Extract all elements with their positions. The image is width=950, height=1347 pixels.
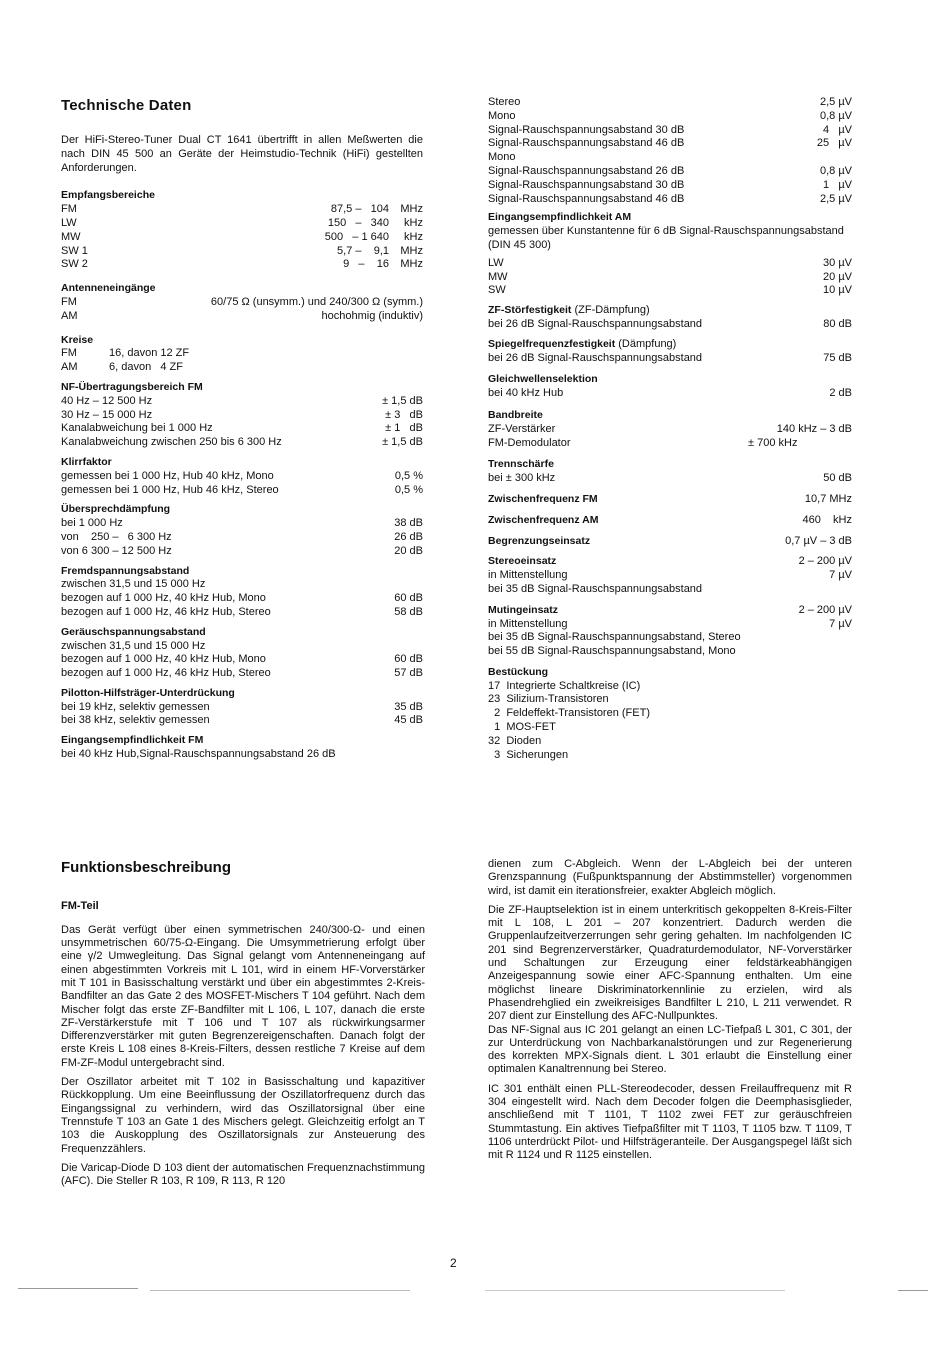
table-row: Mutingeinsatz 2 – 200 µV	[488, 603, 852, 616]
table-row: Signal-Rauschspannungsabstand 46 dB 2,5 µV	[488, 192, 852, 205]
table-row: SW 1 5,7 – 9,1 MHz	[61, 244, 423, 257]
heading-klirrfaktor: Klirrfaktor	[61, 455, 112, 468]
heading-trennschaerfe: Trennschärfe	[488, 458, 554, 471]
funktionsbeschreibung-column-left	[61, 858, 425, 1188]
table-row: bezogen auf 1 000 Hz, 40 kHz Hub, Mono 60 dB	[61, 653, 423, 666]
table-row: 40 Hz – 12 500 Hz ± 1,5 dB	[61, 394, 423, 407]
heading-antenneneingaenge: Antenneneingänge	[61, 282, 156, 295]
spec-subline: bei 55 dB Signal-Rauschspannungsabstand, Mono	[488, 645, 736, 658]
heading-kreise: Kreise	[61, 333, 94, 346]
table-row: AM hochohmig (induktiv)	[61, 309, 423, 322]
table-row: in Mittenstellung 7 µV	[488, 617, 852, 630]
subheading-fm-teil: FM-Teil	[61, 900, 99, 912]
paragraph: Die Varicap-Diode D 103 dient der automatischen Frequenznachstimmung (AFC). Die Steller R 103, R 109, R 113, R 120	[61, 1161, 425, 1188]
table-row: bei 26 dB Signal-Rauschspannungsabstand 75 dB	[488, 351, 852, 364]
table-row: SW 2 9 – 16 MHz	[61, 258, 423, 271]
paragraph: Der Oszillator arbeitet mit T 102 in Basisschaltung und kapazitiver Rückkopplung. Um eine Beeinflussung der Oszillatorfrequenz durch das Eingangssignal zu verhindern, wird das Oszillatorsignal über eine Trennstufe T 103 an Gate 1 des Mischers gelegt. Gleichzeitig erfolgt an T 103 die Auskopplung des Oszillatorsignals zur Ansteuerung des Frequenzzählers.	[61, 1076, 425, 1155]
table-row: FM 16, davon 12 ZF	[61, 347, 190, 360]
table-row: von 6 300 – 12 500 Hz 20 dB	[61, 544, 423, 557]
heading-eingangsempfindlichkeit-am: Eingangsempfindlichkeit AM	[488, 211, 632, 224]
scan-artifact-line	[150, 1290, 410, 1291]
heading-spiegelfrequenz: Spiegelfrequenzfestigkeit (Dämpfung)	[488, 337, 677, 350]
paragraph: Das Gerät verfügt über einen symmetrischen 240/300-Ω- und einen unsymmetrischen 60/75-Ω-Eingang. Die Umsymmetrierung erfolgt über eine γ/2 Umwegleitung. Das Signal gelangt vom Antenneneingang auf einen abgestimmten Vorkreis mit L 101, wird in einem HF-Vorverstärker mit T 101 in Basisschaltung verstärkt und über ein abgestimmtes 2-Kreis-Bandfilter an das Gate 2 des MOSFET-Mischers T 104 geführt. Nach dem Mischer folgt das erste ZF-Bandfilter mit L 106, L 107, danach die erste ZF-Verstärkerstufe mit T 106 und T 107 als rückwirkungsarmer Differenzverstärker mit guten Begrenzereigenschaften. Danach folgt der erste Kreis L 108 eines 8-Kreis-Filters, dessen restliche 7 Kreise auf dem FM-ZF-Modul untergebracht sind.	[61, 923, 425, 1069]
table-row: bei 19 kHz, selektiv gemessen 35 dB	[61, 700, 423, 713]
table-row: FM-Demodulator ± 700 kHz	[488, 436, 798, 449]
list-item: 23 Silizium-Transistoren	[488, 693, 609, 706]
spec-subline: bei 40 kHz Hub,Signal-Rauschspannungsabstand 26 dB	[61, 748, 336, 761]
technical-data-column-left	[61, 96, 423, 762]
heading-eingangsempfindlichkeit-fm: Eingangsempfindlichkeit FM	[61, 734, 204, 747]
list-item: 2 Feldeffekt-Transistoren (FET)	[488, 707, 650, 720]
spec-subline: bei 35 dB Signal-Rauschspannungsabstand, Stereo	[488, 631, 741, 644]
heading-nf-uebertragungsbereich: NF-Übertragungsbereich FM	[61, 380, 203, 393]
table-row: gemessen bei 1 000 Hz, Hub 40 kHz, Mono 0,5 %	[61, 469, 423, 482]
table-row: bezogen auf 1 000 Hz, 40 kHz Hub, Mono 60 dB	[61, 592, 423, 605]
table-row: 30 Hz – 15 000 Hz ± 3 dB	[61, 408, 423, 421]
heading-zf-stoerfestigkeit: ZF-Störfestigkeit (ZF-Dämpfung)	[488, 304, 650, 317]
section-title-technische-daten: Technische Daten	[61, 97, 192, 114]
table-row: MW 20 µV	[488, 270, 852, 283]
table-row: Begrenzungseinsatz 0,7 µV – 3 dB	[488, 534, 852, 547]
table-row: Stereoeinsatz 2 – 200 µV	[488, 555, 852, 568]
heading-gleichwellenselektion: Gleichwellenselektion	[488, 373, 598, 386]
table-row: bezogen auf 1 000 Hz, 46 kHz Hub, Stereo 57 dB	[61, 667, 423, 680]
table-row: bei ± 300 kHz 50 dB	[488, 472, 852, 485]
table-row: Kanalabweichung bei 1 000 Hz ± 1 dB	[61, 422, 423, 435]
table-row: bei 40 kHz Hub 2 dB	[488, 387, 852, 400]
funktionsbeschreibung-column-right	[488, 858, 852, 1163]
table-row: Kanalabweichung zwischen 250 bis 6 300 Hz ± 1,5 dB	[61, 436, 423, 449]
technical-data-column-right	[488, 96, 852, 762]
spec-subline: bei 35 dB Signal-Rauschspannungsabstand	[488, 582, 703, 595]
table-row: Signal-Rauschspannungsabstand 30 dB 4 µV	[488, 123, 852, 136]
heading-empfangsbereiche: Empfangsbereiche	[61, 189, 155, 202]
empfangsbereiche-table	[61, 203, 423, 272]
table-row: Stereo 2,5 µV	[488, 96, 852, 108]
table-row: Mono 0,8 µV	[488, 109, 852, 122]
table-row: Mono	[488, 151, 516, 164]
paragraph: Die ZF-Hauptselektion ist in einem unterkritisch gekoppelten 8-Kreis-Filter mit L 108, L 201 – 207 konzentriert. Dadurch werden die Gruppenlaufzeitverzerrungen sehr gering gehalten. Im nachfolgenden IC 201 sind Begrenzerverstärker, Quadraturdemodulator, NF-Vorverstärker und Schaltungen zur Erzeugung einer feldstärkeabhängigen Anzeigespannung sowie einer AFC-Spannung enthalten. Um eine möglichst lineare Diskriminatorkennlinie zu erzielen, wird als Phasendrehglied ein zweikreisiges Bandfilter L 210, L 211 verwendet. R 207 dient zur Einstellung des AFC-Nullpunktes. Das NF-Signal aus IC 201 gelangt an einen LC-Tiefpaß L 301, C 301, der zur Unterdrückung von Nachbarkanalstörungen und zur Regenerierung des korrekten MPX-Signals dient. L 301 erlaubt die Einstellung einer optimalen Kanaltrennung bei Stereo.	[488, 903, 852, 1076]
paragraph: dienen zum C-Abgleich. Wenn der L-Abgleich bei der unteren Grenzspannung (Fußpunktspannung der Abstimmsteller) vorgenommen wird, ist damit ein iterationsfreier, exakter Abgleich möglich.	[488, 858, 852, 897]
page-number: 2	[450, 1256, 457, 1270]
table-row: ZF-Verstärker 140 kHz – 3 dB	[488, 422, 852, 435]
table-row: AM 6, davon 4 ZF	[61, 361, 183, 374]
scan-artifact-line	[898, 1290, 928, 1291]
paragraph: IC 301 enthält einen PLL-Stereodecoder, dessen Freilauffrequenz mit R 304 eingestellt wird. Nach dem Decoder folgen die Deemphasisglieder, anschließend mit T 1101, T 1102 zwei FET zur geräuschfreien Stummtastung. Ein aktives Tiefpaßfilter mit T 1103, T 1105 bzw. T 1109, T 1106 unterdrückt Pilot- und Hilfsträgeranteile. Der Ausgangspegel läßt sich mit R 1124 und R 1125 einstellen.	[488, 1082, 852, 1162]
table-row: Signal-Rauschspannungsabstand 46 dB 25 µV	[488, 137, 852, 150]
table-row: Zwischenfrequenz FM 10,7 MHz	[488, 492, 852, 505]
table-row: in Mittenstellung 7 µV	[488, 569, 852, 582]
heading-fremdspannungsabstand: Fremdspannungsabstand	[61, 564, 190, 577]
spec-subline: zwischen 31,5 und 15 000 Hz	[61, 639, 206, 652]
section-title-funktionsbeschreibung: Funktionsbeschreibung	[61, 859, 232, 876]
table-row: bezogen auf 1 000 Hz, 46 kHz Hub, Stereo 58 dB	[61, 605, 423, 618]
list-item: 1 MOS-FET	[488, 721, 556, 734]
table-row: SW 10 µV	[488, 284, 852, 297]
list-item: 3 Sicherungen	[488, 748, 569, 761]
heading-pilotton: Pilotton-Hilfsträger-Unterdrückung	[61, 686, 235, 699]
spec-subline: gemessen über Kunstantenne für 6 dB Signal-Rauschspannungsabstand (DIN 45 300)	[488, 225, 844, 251]
table-row: LW 30 µV	[488, 256, 852, 269]
table-row: Signal-Rauschspannungsabstand 30 dB 1 µV	[488, 178, 852, 191]
table-row: FM 60/75 Ω (unsymm.) und 240/300 Ω (symm.)	[61, 295, 423, 308]
list-item: 32 Dioden	[488, 734, 542, 747]
spec-subline: zwischen 31,5 und 15 000 Hz	[61, 578, 206, 591]
heading-bandbreite: Bandbreite	[488, 408, 543, 421]
table-row: LW 150 – 340 kHz	[61, 216, 423, 229]
table-row: gemessen bei 1 000 Hz, Hub 46 kHz, Stereo 0,5 %	[61, 483, 423, 496]
table-row: bei 26 dB Signal-Rauschspannungsabstand 80 dB	[488, 317, 852, 330]
table-row: von 250 – 6 300 Hz 26 dB	[61, 530, 423, 543]
heading-bestueckung: Bestückung	[488, 665, 549, 678]
intro-paragraph: Der HiFi-Stereo-Tuner Dual CT 1641 übertrifft in allen Meßwerten die nach DIN 45 500 an Geräte der Heimstudio-Technik (HiFi) gestellten Anforderungen.	[61, 134, 423, 174]
table-row: Signal-Rauschspannungsabstand 26 dB 0,8 µV	[488, 164, 852, 177]
table-row: Zwischenfrequenz AM 460 kHz	[488, 513, 852, 526]
heading-geraeuschspannungsabstand: Geräuschspannungsabstand	[61, 625, 206, 638]
scan-artifact-line	[18, 1288, 138, 1289]
heading-uebersprechdaempfung: Übersprechdämpfung	[61, 503, 171, 516]
table-row: MW 500 – 1 640 kHz	[61, 230, 423, 243]
scan-artifact-line	[485, 1290, 785, 1291]
table-row: bei 38 kHz, selektiv gemessen 45 dB	[61, 714, 423, 727]
table-row: bei 1 000 Hz 38 dB	[61, 517, 423, 530]
list-item: 17 Integrierte Schaltkreise (IC)	[488, 679, 641, 692]
table-row: FM 87,5 – 104 MHz	[61, 203, 423, 216]
body-text	[61, 924, 425, 1189]
